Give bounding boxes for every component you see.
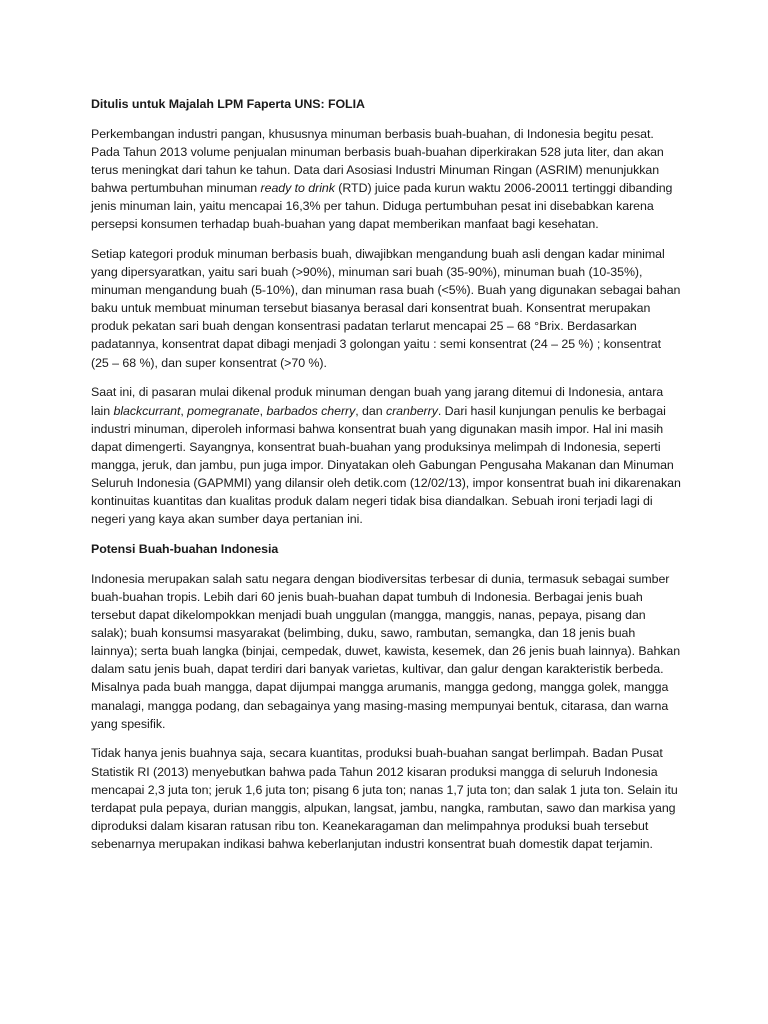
- paragraph-3-text-a: Saat ini, di pasaran mulai dikenal produk minuman dengan buah yang jarang ditemui di Indonesia, antara lain: [91, 385, 664, 418]
- section-heading-potensi: Potensi Buah-buahan Indonesia: [91, 541, 279, 556]
- paragraph-3-italic-barbados-cherry: barbados cherry: [266, 403, 356, 418]
- paragraph-biodiversity: Indonesia merupakan salah satu negara dengan biodiversitas terbesar di dunia, termasuk sebagai sumber buah-buahan tropis. Lebih dari 60 jenis buah-buahan dapat tumbuh di Indonesia. Berbagai jenis buah tersebut dapat dikelompokkan menjadi buah unggulan (mangga, manggis, nanas, pepaya, pisang dan salak); buah konsumsi masyarakat (belimbing, duku, sawo, rambutan, semangka, dan 18 jenis buah lainnya); serta buah langka (binjai, cempedak, duwet, kawista, kesemek, dan 26 jenis buah lainnya). Bahkan dalam satu jenis buah, dapat terdiri dari banyak varietas, kultivar, dan galur dengan karakteristik berbeda. Misalnya pada buah mangga, dapat dijumpai mangga arumanis, mangga gedong, mangga golek, mangga manalagi, mangga podang, dan sebagainya yang masing-masing mempunyai bentuk, citarasa, dan warna yang spesifik.: [91, 571, 681, 731]
- paragraph-imported-concentrate: [91, 383, 681, 528]
- document-page: [91, 95, 681, 865]
- paragraph-fruit-categories: Setiap kategori produk minuman berbasis buah, diwajibkan mengandung buah asli dengan kadar minimal yang dipersyaratkan, yaitu sari buah (>90%), minuman sari buah (35-90%), minuman buah (10-35%), minuman mengandung buah (5-10%), dan minuman rasa buah (<5%). Buah yang digunakan sebagai bahan baku untuk membuat minuman tersebut biasanya berasal dari konsentrat buah. Konsentrat merupakan produk pekatan sari buah dengan konsentrasi padatan terlarut mencapai 25 – 68 °Brix. Berdasarkan padatannya, konsentrat dapat dibagi menjadi 3 golongan yaitu : semi konsentrat (24 – 25 %) ; konsentrat (25 – 68 %), dan super konsentrat (>70 %).: [91, 246, 681, 370]
- paragraph-industry-growth: [91, 125, 681, 234]
- document-header: Ditulis untuk Majalah LPM Faperta UNS: FOLIA: [91, 97, 365, 111]
- paragraph-3-italic-pomegranate: pomegranate: [187, 403, 260, 418]
- paragraph-3-italic-blackcurrant: blackcurrant: [113, 403, 181, 418]
- paragraph-production-quantity: Tidak hanya jenis buahnya saja, secara kuantitas, produksi buah-buahan sangat berlimpah. Badan Pusat Statistik RI (2013) menyebutkan bahwa pada Tahun 2012 kisaran produksi mangga di seluruh Indonesia mencapai 2,3 juta ton; jeruk 1,6 juta ton; pisang 6 juta ton; nanas 1,7 juta ton; dan salak 1 juta ton. Selain itu terdapat pula pepaya, durian manggis, alpukan, langsat, jambu, nangka, rambutan, sawo dan markisa yang diproduksi dalam kisaran ratusan ribu ton. Keanekaragaman dan melimpahnya produksi buah tersebut sebenarnya merupakan indikasi bahwa keberlanjutan industri konsentrat buah domestik dapat terjamin.: [91, 746, 678, 851]
- paragraph-1-text-b: (RTD) juice pada kurun waktu 2006-20011 tertinggi dibanding jenis minuman lain, yaitu mencapai 16,3% per tahun. Diduga pertumbuhan pesat ini disebabkan karena persepsi konsumen terhadap buah-buahan yang dapat memberikan manfaat bagi kesehatan.: [91, 180, 673, 232]
- paragraph-1-text-a: Perkembangan industri pangan, khususnya minuman berbasis buah-buahan, di Indonesia begitu pesat. Pada Tahun 2013 volume penjualan minuman berbasis buah-buahan diperkirakan 528 juta liter, dan akan terus meningkat dari tahun ke tahun. Data dari Asosiasi Industri Minuman Ringan (ASRIM) menunjukkan bahwa pertumbuhan minuman: [91, 126, 664, 195]
- paragraph-3-sep-2: ,: [259, 403, 267, 418]
- paragraph-3-text-b: . Dari hasil kunjungan penulis ke berbagai industri minuman, diperoleh informasi bahwa konsentrat buah yang digunakan masih impor. Hal ini masih dapat dimengerti. Sayangnya, konsentrat buah-buahan yang produksinya melimpah di Indonesia, seperti mangga, jeruk, dan jambu, pun juga impor. Dinyatakan oleh Gabungan Pengusaha Makanan dan Minuman Seluruh Indonesia (GAPMMI) yang dilansir oleh detik.com (12/02/13), impor konsentrat buah ini dikarenakan kontinuitas kuantitas dan kualitas produk dalam negeri tidak bisa diandalkan. Sebuah ironi terjadi lagi di negeri yang kaya akan sumber daya pertanian ini.: [91, 403, 681, 527]
- paragraph-3-sep-3: , dan: [355, 403, 386, 418]
- paragraph-3-italic-cranberry: cranberry: [385, 403, 438, 418]
- paragraph-3-sep-1: ,: [180, 403, 188, 418]
- paragraph-1-italic-rtd: ready to drink: [260, 180, 335, 195]
